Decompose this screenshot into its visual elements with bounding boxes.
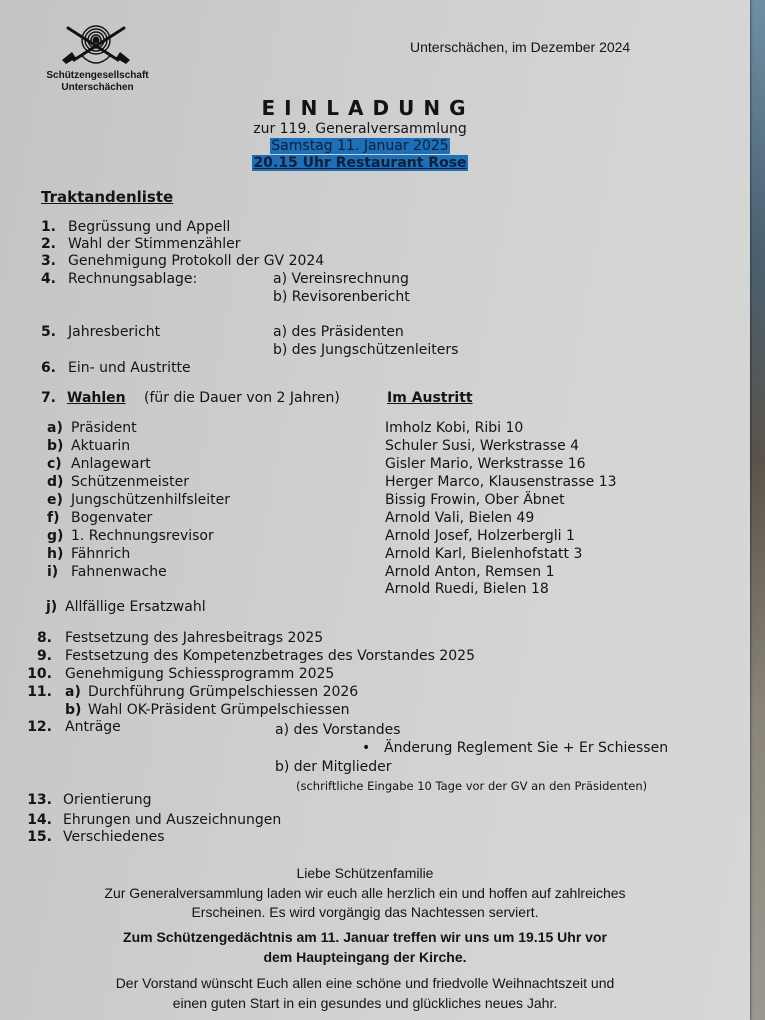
position-letter: d) xyxy=(47,474,64,490)
outgoing-member: Arnold Ruedi, Bielen 18 xyxy=(385,581,549,597)
event-time-place xyxy=(230,155,490,171)
item-number: 1. xyxy=(40,219,56,235)
item-label: Wahl OK-Präsident Grümpelschiessen xyxy=(88,702,350,718)
position-letter: b) xyxy=(47,438,64,454)
item-label: Durchführung Grümpelschiessen 2026 xyxy=(88,684,359,700)
outgoing-member: Arnold Vali, Bielen 49 xyxy=(385,510,535,526)
position-letter: h) xyxy=(47,546,64,562)
item-number: 10. xyxy=(27,666,52,682)
position-letter: e) xyxy=(47,492,63,508)
item-label: Wahl der Stimmenzähler xyxy=(68,236,241,252)
sub-letter: b) xyxy=(65,702,82,718)
bullet-icon: • xyxy=(362,740,371,756)
item-label: Orientierung xyxy=(63,792,152,808)
outgoing-member: Arnold Anton, Remsen 1 xyxy=(385,564,555,580)
position-role: Allfällige Ersatzwahl xyxy=(65,599,206,615)
position-role: 1. Rechnungsrevisor xyxy=(71,528,214,544)
item-label: Jahresbericht xyxy=(68,324,161,340)
item-number: 6. xyxy=(40,360,56,376)
sub-letter: a) xyxy=(65,684,81,700)
organization-name xyxy=(40,70,155,94)
item-sub: a) des Präsidenten xyxy=(273,324,404,340)
subtitle: zur 119. Generalversammlung xyxy=(253,121,467,137)
item-label: Festsetzung des Kompetenzbetrages des Vorstandes 2025 xyxy=(65,648,475,664)
outgoing-member: Schuler Susi, Werkstrasse 4 xyxy=(385,438,580,454)
org-name-line2: Unterschächen xyxy=(61,82,134,93)
position-letter: a) xyxy=(47,420,63,436)
event-date-highlight: Samstag 11. Januar 2025 xyxy=(271,138,449,154)
item-number: 11. xyxy=(27,684,52,700)
item-label: Genehmigung Schiessprogramm 2025 xyxy=(65,666,335,682)
item-number: 12. xyxy=(27,719,52,735)
item-number: 15. xyxy=(27,829,52,845)
position-letter: c) xyxy=(47,456,62,472)
event-time-place-highlight: 20.15 Uhr Restaurant Rose xyxy=(253,155,467,171)
item-label: Ehrungen und Auszeichnungen xyxy=(63,812,282,828)
outgoing-member: Bissig Frowin, Ober Äbnet xyxy=(385,492,565,508)
position-role: Bogenvater xyxy=(71,510,153,526)
page-title: EINLADUNG xyxy=(261,96,475,120)
position-role: Fahnenwache xyxy=(71,564,167,580)
item-number: 13. xyxy=(27,792,52,808)
place-date: Unterschächen, im Dezember 2024 xyxy=(410,39,631,55)
org-name-line1: Schützengesellschaft xyxy=(46,70,149,81)
position-role: Aktuarin xyxy=(71,438,131,454)
closing-invite-line2: Erscheinen. Es wird vorgängig das Nachtessen serviert. xyxy=(191,904,539,920)
item-label: Verschiedenes xyxy=(63,829,165,845)
item-sub: b) Revisorenbericht xyxy=(273,289,410,305)
item-label: Festsetzung des Jahresbeitrags 2025 xyxy=(65,630,324,646)
closing-invite-line1: Zur Generalversammlung laden wir euch alle herzlich ein und hoffen auf zahlreiches xyxy=(104,885,626,901)
item-number: 9. xyxy=(36,648,52,664)
elections-note: (für die Dauer von 2 Jahren) xyxy=(144,390,340,406)
position-letter: i) xyxy=(47,564,59,580)
item-sub: b) der Mitglieder xyxy=(275,759,392,775)
event-date xyxy=(230,138,490,154)
position-role: Anlagewart xyxy=(71,456,151,472)
position-letter: g) xyxy=(47,528,64,544)
outgoing-member: Arnold Josef, Holzerbergli 1 xyxy=(385,528,575,544)
item-number: 3. xyxy=(40,253,56,269)
item-sub: a) Vereinsrechnung xyxy=(273,271,409,287)
wish-line2: einen guten Start in ein gesundes und glückliches neues Jahr. xyxy=(172,995,558,1011)
item-number: 4. xyxy=(40,271,56,287)
item-label: Anträge xyxy=(65,719,121,735)
position-role: Jungschützenhilfsleiter xyxy=(71,492,230,508)
item-sub: b) des Jungschützenleiters xyxy=(273,342,459,358)
crossed-rifles-target-icon xyxy=(60,22,132,66)
outgoing-member: Gisler Mario, Werkstrasse 16 xyxy=(385,456,586,472)
position-letter: j) xyxy=(46,599,58,615)
outgoing-title: Im Austritt xyxy=(387,390,473,406)
memorial-line2: dem Haupteingang der Kirche. xyxy=(263,949,467,965)
position-letter: f) xyxy=(47,510,60,526)
item-note: (schriftliche Eingabe 10 Tage vor der GV an den Präsidenten) xyxy=(296,779,648,793)
position-role: Schützenmeister xyxy=(71,474,189,490)
wish-line1: Der Vorstand wünscht Euch allen eine schöne und friedvolle Weihnachtszeit und xyxy=(115,975,615,991)
item-number: 14. xyxy=(27,812,52,828)
item-label: Ein- und Austritte xyxy=(68,360,191,376)
item-sub: a) des Vorstandes xyxy=(275,722,401,738)
item-label: Rechnungsablage: xyxy=(68,271,198,287)
position-role: Fähnrich xyxy=(71,546,131,562)
position-role: Präsident xyxy=(71,420,137,436)
item-label: Wahlen xyxy=(67,390,126,406)
item-number: 7. xyxy=(40,390,56,406)
memorial-line1: Zum Schützengedächtnis am 11. Januar treffen wir uns um 19.15 Uhr vor xyxy=(123,929,607,945)
item-number: 2. xyxy=(40,236,56,252)
background-surface xyxy=(748,0,765,1020)
outgoing-member: Arnold Karl, Bielenhofstatt 3 xyxy=(385,546,583,562)
item-number: 8. xyxy=(36,630,52,646)
item-label: Begrüssung und Appell xyxy=(68,219,231,235)
item-label: Genehmigung Protokoll der GV 2024 xyxy=(68,253,325,269)
item-number: 5. xyxy=(40,324,56,340)
bullet-text: Änderung Reglement Sie + Er Schiessen xyxy=(384,740,669,756)
agenda-title: Traktandenliste xyxy=(41,188,174,206)
closing-greeting: Liebe Schützenfamilie xyxy=(296,865,434,881)
outgoing-member: Herger Marco, Klausenstrasse 13 xyxy=(385,474,617,490)
outgoing-member: Imholz Kobi, Ribi 10 xyxy=(385,420,524,436)
